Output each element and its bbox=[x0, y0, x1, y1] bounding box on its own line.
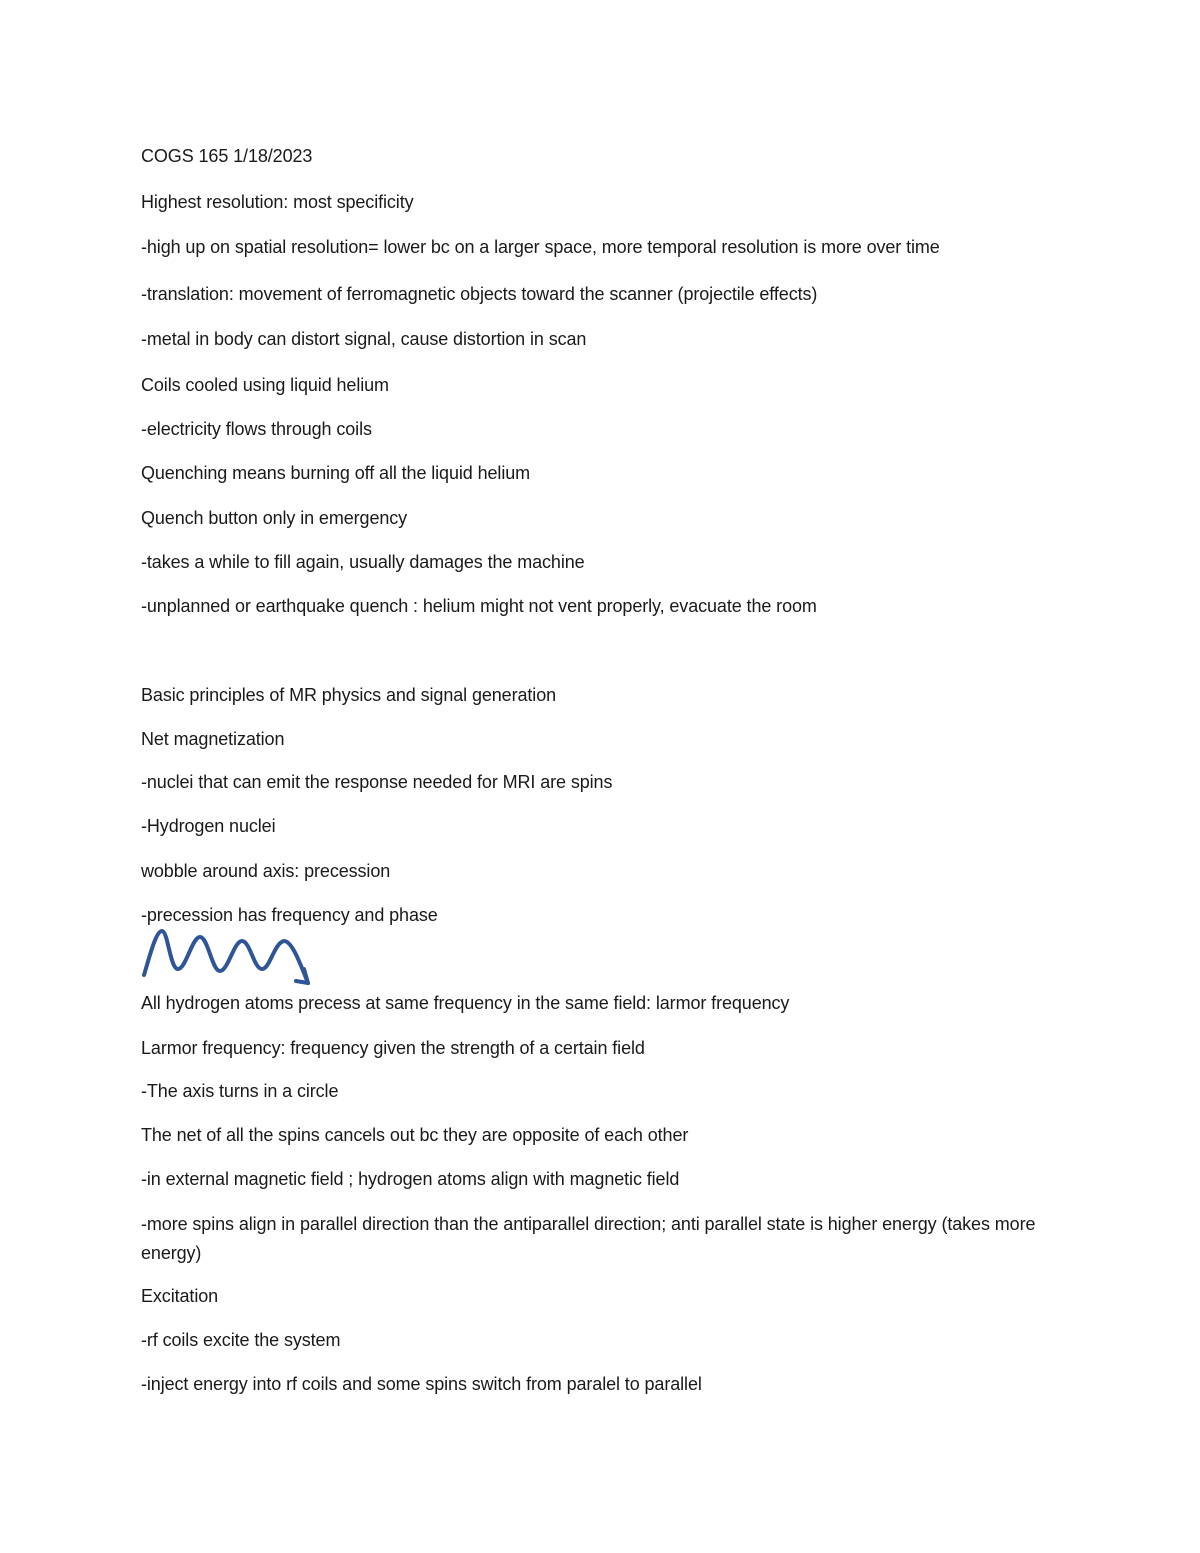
note-line: -more spins align in parallel direction than the antiparallel direction; anti parallel state is higher energy (takes more energy) bbox=[141, 1214, 1036, 1263]
note-line: Coils cooled using liquid helium bbox=[141, 375, 389, 395]
document-title: COGS 165 1/18/2023 bbox=[141, 146, 313, 166]
note-line: -in external magnetic field ; hydrogen atoms align with magnetic field bbox=[141, 1169, 680, 1189]
hand-drawn-wave-arrow-icon bbox=[138, 925, 318, 989]
note-line: Quenching means burning off all the liquid helium bbox=[141, 463, 531, 483]
section-heading: Basic principles of MR physics and signal generation bbox=[141, 685, 557, 705]
note-line: Net magnetization bbox=[141, 729, 285, 749]
note-line: -metal in body can distort signal, cause distortion in scan bbox=[141, 329, 587, 349]
note-line: All hydrogen atoms precess at same frequency in the same field: larmor frequency bbox=[141, 993, 790, 1013]
note-line: Highest resolution: most specificity bbox=[141, 192, 414, 212]
note-line: -Hydrogen nuclei bbox=[141, 816, 276, 836]
note-line: -inject energy into rf coils and some spins switch from paralel to parallel bbox=[141, 1374, 702, 1394]
note-line: -translation: movement of ferromagnetic objects toward the scanner (projectile effects) bbox=[141, 284, 818, 304]
note-line: -electricity flows through coils bbox=[141, 419, 372, 439]
note-line: Quench button only in emergency bbox=[141, 508, 408, 528]
section-heading: Excitation bbox=[141, 1286, 219, 1306]
note-line: The net of all the spins cancels out bc they are opposite of each other bbox=[141, 1125, 689, 1145]
note-line: -rf coils excite the system bbox=[141, 1330, 341, 1350]
note-line: wobble around axis: precession bbox=[141, 861, 391, 881]
note-line: -precession has frequency and phase bbox=[141, 905, 438, 925]
note-line: -takes a while to fill again, usually damages the machine bbox=[141, 552, 585, 572]
note-line: -unplanned or earthquake quench : helium might not vent properly, evacuate the room bbox=[141, 596, 817, 616]
note-line: Larmor frequency: frequency given the strength of a certain field bbox=[141, 1038, 645, 1058]
note-line: -The axis turns in a circle bbox=[141, 1081, 339, 1101]
note-line: -high up on spatial resolution= lower bc on a larger space, more temporal resolution is more over time bbox=[141, 237, 940, 257]
note-line: -nuclei that can emit the response needed for MRI are spins bbox=[141, 772, 613, 792]
